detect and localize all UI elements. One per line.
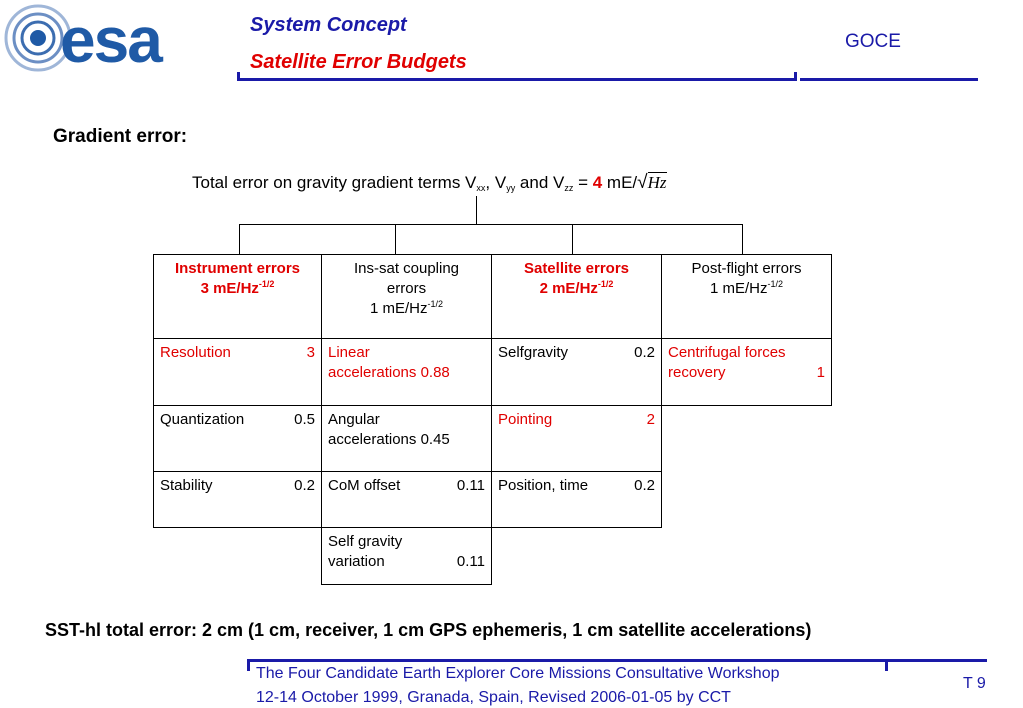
sqrt-sign: √ <box>637 172 648 193</box>
cell-angular-accelerations <box>322 406 492 472</box>
header-exponent: -1/2 <box>427 299 444 309</box>
footer-rule-tick <box>247 659 250 671</box>
header-rule-tick <box>794 72 797 81</box>
empty-cell <box>492 528 662 585</box>
footer-date: 12-14 October 1999, Granada, Spain, Revised 2006-01-05 by CCT <box>256 689 731 706</box>
header-line: Post-flight errors <box>691 260 802 277</box>
tree-leg <box>395 224 396 254</box>
subscript-yy: yy <box>506 183 516 193</box>
header-line: 1 mE/Hz <box>709 280 768 297</box>
tree-branch <box>239 224 743 225</box>
total-error-statement <box>192 172 667 194</box>
header-rule-left <box>237 78 795 81</box>
cell-value: 0.45 <box>420 431 450 448</box>
cell-value: 0.2 <box>634 477 655 494</box>
header-postflight-errors <box>662 255 832 339</box>
cell-value: 2 <box>646 411 655 428</box>
cell-label: Position, time <box>498 477 589 494</box>
cell-resolution <box>154 339 322 406</box>
mission-name: GOCE <box>845 31 901 52</box>
header-line: Instrument errors <box>174 260 301 277</box>
table-header-row <box>154 255 832 339</box>
total-sep1: , V <box>485 173 507 192</box>
header-satellite-errors <box>492 255 662 339</box>
header-line: Ins-sat coupling <box>353 260 460 277</box>
cell-label: Angular <box>328 411 380 428</box>
table-row <box>154 528 832 585</box>
header-subtitle: Satellite Error Budgets <box>250 51 467 73</box>
subscript-zz: zz <box>564 183 574 193</box>
cell-value: 0.11 <box>456 477 485 494</box>
total-eq: = <box>573 173 593 192</box>
footer-workshop: The Four Candidate Earth Explorer Core Missions Consultative Workshop <box>256 665 780 682</box>
total-unit: mE/ <box>602 173 638 192</box>
cell-label: Pointing <box>498 411 553 428</box>
cell-value: 0.2 <box>294 477 315 494</box>
esa-logo-graphic <box>0 0 230 80</box>
cell-label: Centrifugal forces <box>668 344 786 361</box>
tree-leg <box>572 224 573 254</box>
total-sep2: and V <box>515 173 565 192</box>
header-line: 2 mE/Hz <box>539 280 598 297</box>
cell-label: Resolution <box>160 344 231 361</box>
header-exponent: -1/2 <box>767 279 784 289</box>
cell-linear-accelerations <box>322 339 492 406</box>
cell-value: 0.88 <box>420 364 450 381</box>
cell-selfgravity <box>492 339 662 406</box>
cell-label: Linear <box>328 344 370 361</box>
tree-stem <box>476 196 477 224</box>
header-title: System Concept <box>250 14 407 36</box>
sst-total-statement: SST-hl total error: 2 cm (1 cm, receiver, 1 cm GPS ephemeris, 1 cm satellite accelerations) <box>45 620 812 640</box>
empty-cell <box>662 472 832 528</box>
sqrt-argument: Hz <box>647 173 667 192</box>
cell-label: accelerations <box>328 431 417 448</box>
cell-value: 0.5 <box>294 411 315 428</box>
header-instrument-errors <box>154 255 322 339</box>
esa-logo <box>0 0 230 80</box>
cell-com-offset <box>322 472 492 528</box>
logo-text: esa <box>60 4 161 76</box>
cell-label: Stability <box>160 477 213 494</box>
header-exponent: -1/2 <box>597 279 614 289</box>
cell-centrifugal-forces <box>662 339 832 406</box>
cell-value: 3 <box>306 344 315 361</box>
header-rule-tick <box>237 72 240 81</box>
section-title: Gradient error: <box>53 126 188 147</box>
empty-cell <box>662 406 832 472</box>
error-budget-table <box>153 254 832 585</box>
cell-label: Selfgravity <box>498 344 569 361</box>
header-line: errors <box>386 280 427 297</box>
header-line: 3 mE/Hz <box>200 280 259 297</box>
header-line: Satellite errors <box>523 260 630 277</box>
table-row <box>154 472 832 528</box>
footer-rule-tick <box>885 659 888 671</box>
cell-label: accelerations <box>328 364 417 381</box>
subscript-xx: xx <box>476 183 486 193</box>
cell-pointing <box>492 406 662 472</box>
header-line: 1 mE/Hz <box>369 300 428 317</box>
total-prefix: Total error on gravity gradient terms V <box>192 173 477 192</box>
empty-cell <box>662 528 832 585</box>
header-rule-right <box>800 78 978 81</box>
table-row <box>154 339 832 406</box>
tree-leg <box>742 224 743 254</box>
tree-leg <box>239 224 240 254</box>
empty-cell <box>154 528 322 585</box>
cell-quantization <box>154 406 322 472</box>
total-value: 4 <box>592 173 603 192</box>
cell-self-gravity-variation <box>322 528 492 585</box>
cell-label: CoM offset <box>328 477 401 494</box>
cell-value: 0.2 <box>634 344 655 361</box>
cell-value: 0.11 <box>456 553 485 570</box>
cell-position-time <box>492 472 662 528</box>
footer-rule <box>247 659 987 662</box>
cell-value: 1 <box>816 364 825 381</box>
page-number: T 9 <box>963 675 986 692</box>
cell-stability <box>154 472 322 528</box>
cell-label: Quantization <box>160 411 245 428</box>
table-row <box>154 406 832 472</box>
header-exponent: -1/2 <box>258 279 275 289</box>
cell-label: variation <box>328 553 385 570</box>
cell-label: recovery <box>668 364 726 381</box>
header-coupling-errors <box>322 255 492 339</box>
cell-label: Self gravity <box>328 533 403 550</box>
